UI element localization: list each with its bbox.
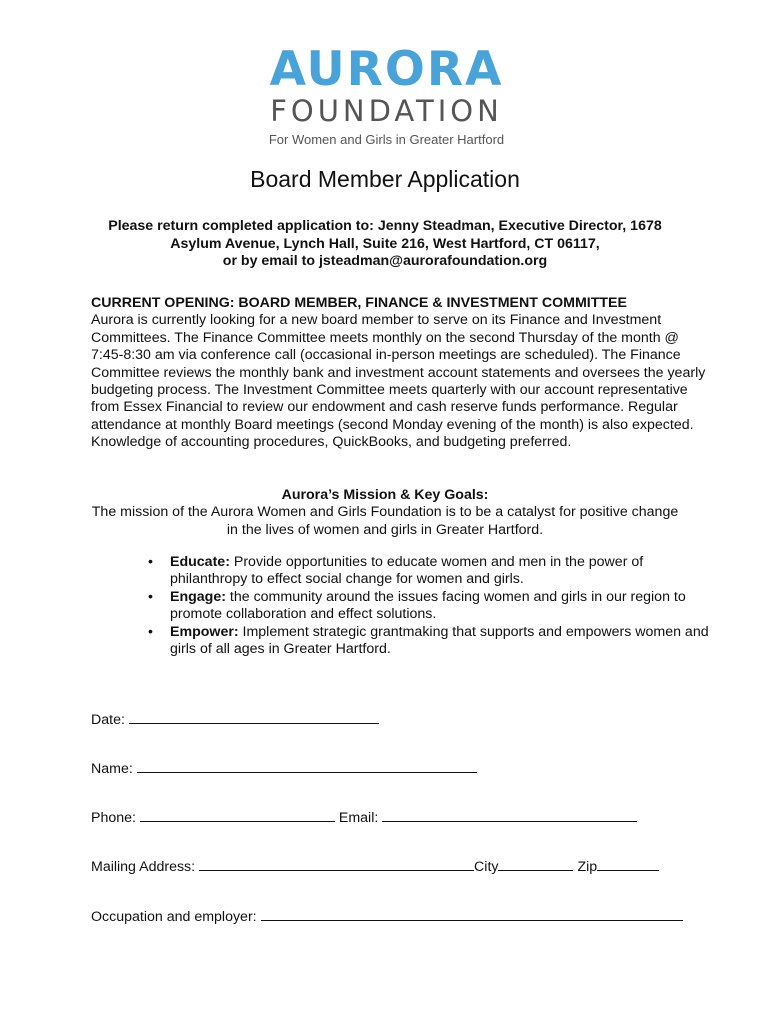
zip-label: Zip <box>577 859 598 875</box>
mission-section <box>60 487 710 539</box>
phone-email-row <box>91 808 637 827</box>
goal-term: Empower: <box>170 623 239 640</box>
goals-list <box>148 554 710 658</box>
mailing-address-label: Mailing Address: <box>91 859 196 875</box>
name-blank[interactable] <box>137 759 477 773</box>
list-item <box>148 588 710 624</box>
mailing-address-blank[interactable] <box>199 857 474 871</box>
occupation-row <box>91 907 683 926</box>
address-row <box>91 857 659 876</box>
phone-blank[interactable] <box>140 808 335 822</box>
aurora-foundation-logo <box>264 44 509 148</box>
logo-subname: FOUNDATION <box>270 94 503 128</box>
opening-heading: CURRENT OPENING: BOARD MEMBER, FINANCE & INVESTMENT COMMITTEE <box>91 295 627 311</box>
goal-text: the community around the issues facing women and girls in our region to promote collaboration and effect solutions. <box>170 588 686 623</box>
current-opening-section <box>91 295 711 452</box>
goal-text: Implement strategic grantmaking that supports and empowers women and girls of all ages in Greater Hartford. <box>170 623 709 658</box>
name-label: Name: <box>91 761 133 777</box>
email-label: Email: <box>338 810 379 826</box>
name-field-row <box>91 759 477 778</box>
city-label: City <box>474 859 499 875</box>
date-field-row <box>91 710 379 729</box>
mission-line-1: The mission of the Aurora Women and Girls Foundation is to be a catalyst for positive change <box>91 504 679 521</box>
email-blank[interactable] <box>382 808 637 822</box>
list-item <box>148 554 710 589</box>
bullet-icon: • <box>148 554 153 570</box>
logo-name: AURORA <box>269 42 504 97</box>
list-item <box>148 623 710 659</box>
occupation-label: Occupation and employer: <box>91 909 257 925</box>
opening-body: Aurora is currently looking for a new board member to serve on its Finance and Investment Committees. The Finance Committee meets monthly on the second Thursday of the month @ 7:45-8:30 am via conference call (occasional in-person meetings are scheduled). The Finance Committee reviews the monthly bank and investment account statements and oversees the yearly budgeting process. The Investment Committee meets quarterly with our account representative from Essex Financial to review our endowment and cash reserve funds performance. Regular attendance at monthly Board meetings (second Monday evening of the month) is also expected. Knowledge of accounting procedures, QuickBooks, and budgeting preferred. <box>91 312 706 451</box>
occupation-blank[interactable] <box>261 907 683 921</box>
mission-line-2: in the lives of women and girls in Greater Hartford. <box>226 521 544 538</box>
phone-label: Phone: <box>91 810 136 826</box>
return-instructions <box>60 218 710 271</box>
bullet-icon: • <box>148 588 153 605</box>
goal-term: Engage: <box>170 588 226 605</box>
date-blank[interactable] <box>129 710 379 724</box>
return-line-2: Asylum Avenue, Lynch Hall, Suite 216, West Hartford, CT 06117, <box>170 235 600 252</box>
bullet-icon: • <box>148 623 153 640</box>
page-title: Board Member Application <box>250 166 520 192</box>
date-label: Date: <box>91 712 125 728</box>
goal-text: Provide opportunities to educate women and men in the power of philanthropy to effect social change for women and girls. <box>170 554 644 588</box>
logo-tagline: For Women and Girls in Greater Hartford <box>268 132 505 147</box>
zip-blank[interactable] <box>597 857 659 871</box>
mission-heading: Aurora’s Mission & Key Goals: <box>281 487 489 503</box>
city-blank[interactable] <box>498 857 573 871</box>
return-line-3: or by email to jsteadman@aurorafoundation.org <box>222 253 548 269</box>
goal-term: Educate: <box>170 554 230 570</box>
return-line-1: Please return completed application to: Jenny Steadman, Executive Director, 1678 <box>108 218 662 234</box>
